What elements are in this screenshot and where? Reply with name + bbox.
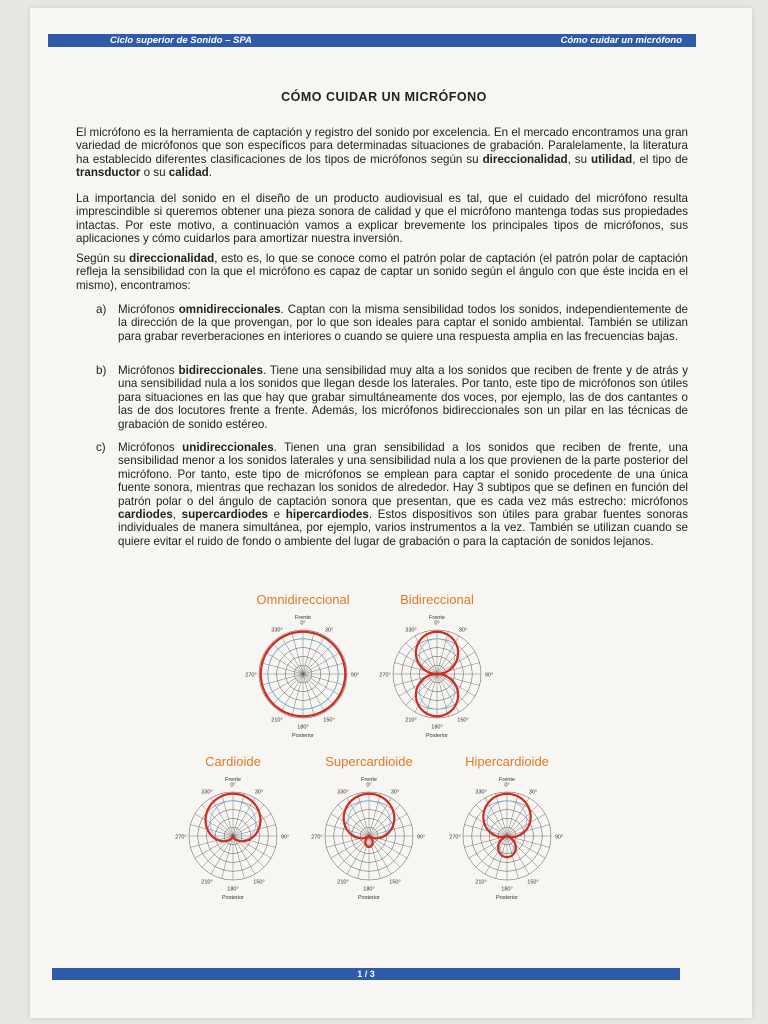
front-label: Frente	[295, 615, 311, 621]
diagram-label: Bidireccional	[400, 592, 474, 607]
grid-spoke	[272, 643, 303, 674]
angle-label: 330°	[475, 789, 487, 796]
back-label: Posterior	[221, 895, 245, 901]
intro-paragraph: El micrófono es la herramienta de captación y registro del sonido por excelencia. En el mercado encontramos una gran variedad de micrófonos que son específicos para determinadas situaciones de grabación. Paralelamente, la literatura ha establecido diferentes clasificaciones de los tipos de micrófonos según su direccionalidad, su utilidad, el tipo de transductor o su calidad.	[76, 126, 689, 180]
grid-spoke	[507, 836, 529, 874]
grid-spoke	[437, 631, 448, 674]
grid-spoke	[303, 674, 334, 705]
grid-spoke	[233, 836, 244, 879]
angle-label: 210°	[475, 879, 487, 886]
angle-label: 150°	[389, 879, 401, 886]
grid-spoke	[281, 674, 303, 712]
grid-spoke	[272, 674, 303, 705]
grid-spoke	[281, 636, 303, 674]
grid-spoke	[233, 814, 271, 836]
importance-paragraph: La importancia del sonido en el diseño de un producto audiovisual es tal, que el cuidado del micrófono resulta imprescindible si queremos obtener una pieza sonora de calidad y que el micrófono mantenga todas sus propiedades intactas. Por este motivo, a continuación vamos a explicar brevemente los principales tipos de micrófonos, sus aplicaciones y cómo cuidarlos para amortizar nuestra inversión.	[76, 192, 688, 246]
grid-spoke	[233, 836, 271, 858]
grid-spoke	[507, 793, 518, 836]
front-label: Frente	[361, 777, 377, 783]
diagram-label: Cardioide	[205, 754, 261, 769]
footer-page-number: 1 / 3	[52, 968, 680, 980]
hypercardioid-polar-icon	[442, 772, 572, 904]
angle-label: 270°	[379, 672, 391, 679]
angle-label: 270°	[245, 672, 257, 679]
grid-spoke	[303, 663, 346, 674]
grid-spoke	[358, 793, 369, 836]
grid-spoke	[426, 674, 437, 717]
grid-spoke	[426, 631, 437, 674]
supercardioid-polar-icon	[304, 772, 434, 904]
grid-spoke	[338, 836, 369, 867]
grid-spoke	[303, 674, 314, 717]
grid-spoke	[358, 836, 369, 879]
header-bar	[48, 34, 696, 47]
diagram-bidirectional	[372, 592, 502, 742]
angle-label: 30°	[390, 789, 400, 796]
angle-label: 30°	[458, 627, 468, 634]
angle-label: 150°	[457, 717, 469, 724]
grid-spoke	[222, 793, 233, 836]
front-label: Frente	[499, 777, 515, 783]
grid-spoke	[265, 674, 303, 696]
diagram-hypercardioid	[442, 754, 572, 904]
grid-spoke	[369, 793, 380, 836]
angle-label: 210°	[405, 717, 417, 724]
angle-label: 330°	[405, 627, 417, 634]
angle-label: 330°	[201, 789, 213, 796]
grid-spoke	[195, 836, 233, 858]
diagram-cardioid	[168, 754, 298, 904]
angle-label: 30°	[324, 627, 334, 634]
back-label: Posterior	[357, 895, 381, 901]
angle-label: 180°	[297, 724, 309, 731]
grid-spoke	[260, 663, 303, 674]
angle-label: 0°	[434, 620, 440, 627]
directionality-paragraph: Según su direccionalidad, esto es, lo que se conoce como el patrón polar de captación (el patrón polar de captación refleja la sensibilidad con la que el micrófono es capaz de captar un sonido según el ángulo con que éste incida en el mismo), encontramos:	[76, 252, 688, 292]
angle-label: 180°	[363, 886, 375, 893]
grid-spoke	[338, 805, 369, 836]
grid-spoke	[496, 793, 507, 836]
angle-label: 180°	[227, 886, 239, 893]
angle-label: 210°	[201, 879, 213, 886]
grid-spoke	[303, 643, 334, 674]
angle-label: 90°	[350, 672, 360, 679]
grid-spoke	[265, 652, 303, 674]
angle-label: 210°	[337, 879, 349, 886]
grid-spoke	[233, 793, 244, 836]
grid-spoke	[437, 674, 448, 717]
diagram-supercardioid	[304, 754, 434, 904]
angle-label: 150°	[527, 879, 539, 886]
angle-label: 210°	[271, 717, 283, 724]
omnidirectional-polar-icon	[238, 610, 368, 742]
angle-label: 0°	[230, 782, 236, 789]
back-label: Posterior	[425, 733, 449, 739]
grid-spoke	[369, 836, 380, 879]
header-course: Ciclo superior de Sonido – SPA	[110, 35, 252, 46]
grid-spoke	[303, 674, 341, 696]
angle-label: 150°	[323, 717, 335, 724]
grid-spoke	[369, 805, 400, 836]
angle-label: 180°	[431, 724, 443, 731]
angle-label: 150°	[253, 879, 265, 886]
cardioid-polar-icon	[168, 772, 298, 904]
angle-label: 270°	[449, 834, 461, 841]
back-label: Posterior	[291, 733, 315, 739]
angle-label: 30°	[528, 789, 538, 796]
list-item-bidirectional: b) Micrófonos bidireccionales. Tiene una sensibilidad muy alta a los sonidos que reciben de frente y de atrás y una sensibilidad nula a los sonidos que llegan desde los laterales. Por tanto, este tipo de micrófonos son útiles para situaciones en las que hay que grabar simultáneamente dos voces, por ejemplo, las de dos cantantes o las de dos locutores frente a frente. Además, los micrófonos bidireccionales son un pilar en las técnicas de grabación de sonido estéreo.	[96, 364, 688, 431]
grid-spoke	[303, 631, 314, 674]
grid-spoke	[369, 836, 400, 867]
angle-label: 90°	[280, 834, 290, 841]
grid-spoke	[303, 652, 341, 674]
grid-spoke	[303, 674, 346, 685]
grid-spoke	[485, 836, 507, 874]
diagram-label: Supercardioide	[325, 754, 413, 769]
angle-label: 330°	[337, 789, 349, 796]
grid-spoke	[292, 631, 303, 674]
grid-spoke	[260, 674, 303, 685]
angle-label: 330°	[271, 627, 283, 634]
grid-spoke	[292, 674, 303, 717]
diagram-label: Hipercardioide	[465, 754, 549, 769]
grid-spoke	[303, 636, 325, 674]
diagram-omnidirectional	[238, 592, 368, 742]
angle-label: 90°	[554, 834, 564, 841]
front-label: Frente	[429, 615, 445, 621]
angle-label: 270°	[175, 834, 187, 841]
header-topic: Cómo cuidar un micrófono	[560, 35, 682, 46]
grid-spoke	[303, 674, 325, 712]
front-label: Frente	[225, 777, 241, 783]
angle-label: 90°	[484, 672, 494, 679]
angle-label: 90°	[416, 834, 426, 841]
angle-label: 0°	[366, 782, 372, 789]
list-item-omnidirectional: a) Micrófonos omnidireccionales. Captan con la misma sensibilidad todos los sonidos, independientemente de la dirección de la que provengan, por lo que son ideales para captar el sonido ambiental. También se utilizan para grabar reverberaciones en interiores o cuando se quiere una respuesta amplia en las frecuencias bajas.	[96, 303, 689, 343]
page-title: CÓMO CUIDAR UN MICRÓFONO	[281, 90, 487, 104]
back-label: Posterior	[495, 895, 519, 901]
angle-label: 0°	[300, 620, 306, 627]
angle-label: 0°	[504, 782, 510, 789]
grid-spoke	[195, 814, 233, 836]
angle-label: 30°	[254, 789, 264, 796]
diagram-label: Omnidireccional	[256, 592, 350, 607]
list-item-unidirectional: c) Micrófonos unidireccionales. Tienen una gran sensibilidad a los sonidos que reciben de frente, una sensibilidad menor a los sonidos laterales y una sensibilidad nula a los que provienen de la parte posterior del micrófono. Por tanto, este tipo de micrófonos se emplean para captar el sonido procedente de una única fuente sonora, mientras que rechazan los sonidos de alrededor. Hay 3 subtipos que se definen en función del patrón polar o del ángulo de captación sonora que presentan, que es cada vez más estrecho: micrófonos cardiodes, supercardiodes e hipercardiodes. Estos dispositivos son útiles para grabar fuentes sonoras individuales de manera simultánea, por ejemplo, varios instrumentos a la vez. También se utilizan cuando se quiere evitar el ruido de fondo o ambiente del lugar de grabación o para la captación de sonidos lejanos.	[96, 441, 688, 548]
grid-spoke	[222, 836, 233, 879]
bidirectional-polar-icon	[372, 610, 502, 742]
angle-label: 270°	[311, 834, 323, 841]
angle-label: 180°	[501, 886, 513, 893]
